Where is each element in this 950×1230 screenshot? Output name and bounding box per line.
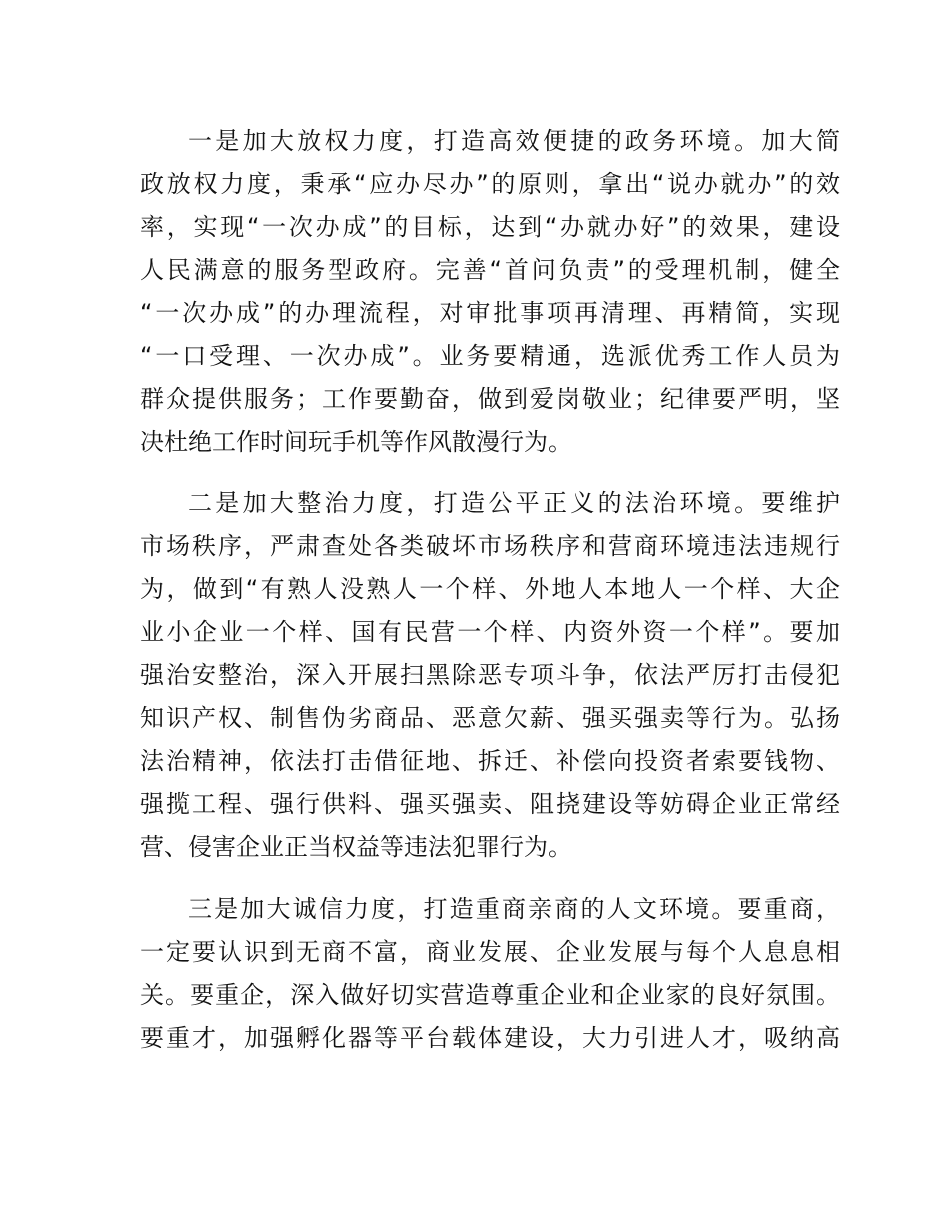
text-line: 为，做到“有熟人没熟人一个样、外地人本地人一个样、大企	[140, 575, 840, 603]
text-line: 强揽工程、强行供料、强买强卖、阻挠建设等妨碍企业正常经	[140, 790, 840, 818]
text-line: 人民满意的服务型政府。完善“首问负责”的受理机制，健全	[140, 256, 840, 284]
text-line: 要重才，加强孵化器等平台载体建设，大力引进人才，吸纳高	[140, 1024, 840, 1052]
text-line: 率，实现“一次办成”的目标，达到“办就办好”的效果，建设	[140, 213, 840, 241]
text-line: 知识产权、制售伪劣商品、恶意欠薪、强买强卖等行为。弘扬	[140, 704, 840, 732]
text-line: “一次办成”的办理流程，对审批事项再清理、再精简，实现	[140, 299, 840, 327]
paragraph-business-integrity	[140, 888, 840, 1060]
text-line: 三是加大诚信力度，打造重商亲商的人文环境。要重商，	[188, 895, 840, 923]
text-line: 决杜绝工作时间玩手机等作风散漫行为。	[140, 428, 572, 456]
paragraph-rule-of-law	[140, 482, 840, 869]
text-line: 一定要认识到无商不富，商业发展、企业发展与每个人息息相	[140, 938, 840, 966]
text-line: 政放权力度，秉承“应办尽办”的原则，拿出“说办就办”的效	[140, 170, 840, 198]
text-line: 营、侵害企业正当权益等违法犯罪行为。	[140, 833, 572, 861]
text-line: 一是加大放权力度，打造高效便捷的政务环境。加大简	[188, 127, 840, 155]
text-line: 业小企业一个样、国有民营一个样、内资外资一个样”。要加	[140, 618, 840, 646]
text-line: 市场秩序，严肃查处各类破坏市场秩序和营商环境违法违规行	[140, 532, 840, 560]
text-line: 法治精神，依法打击借征地、拆迁、补偿向投资者索要钱物、	[140, 747, 840, 775]
text-line: 强治安整治，深入开展扫黑除恶专项斗争，依法严厉打击侵犯	[140, 661, 840, 689]
text-line: “一口受理、一次办成”。业务要精通，选派优秀工作人员为	[140, 342, 840, 370]
text-line: 关。要重企，深入做好切实营造尊重企业和企业家的良好氛围。	[140, 981, 840, 1009]
text-line: 群众提供服务；工作要勤奋，做到爱岗敬业；纪律要严明，坚	[140, 385, 840, 413]
paragraph-streamline-administration	[140, 120, 840, 464]
text-line: 二是加大整治力度，打造公平正义的法治环境。要维护	[188, 489, 840, 517]
